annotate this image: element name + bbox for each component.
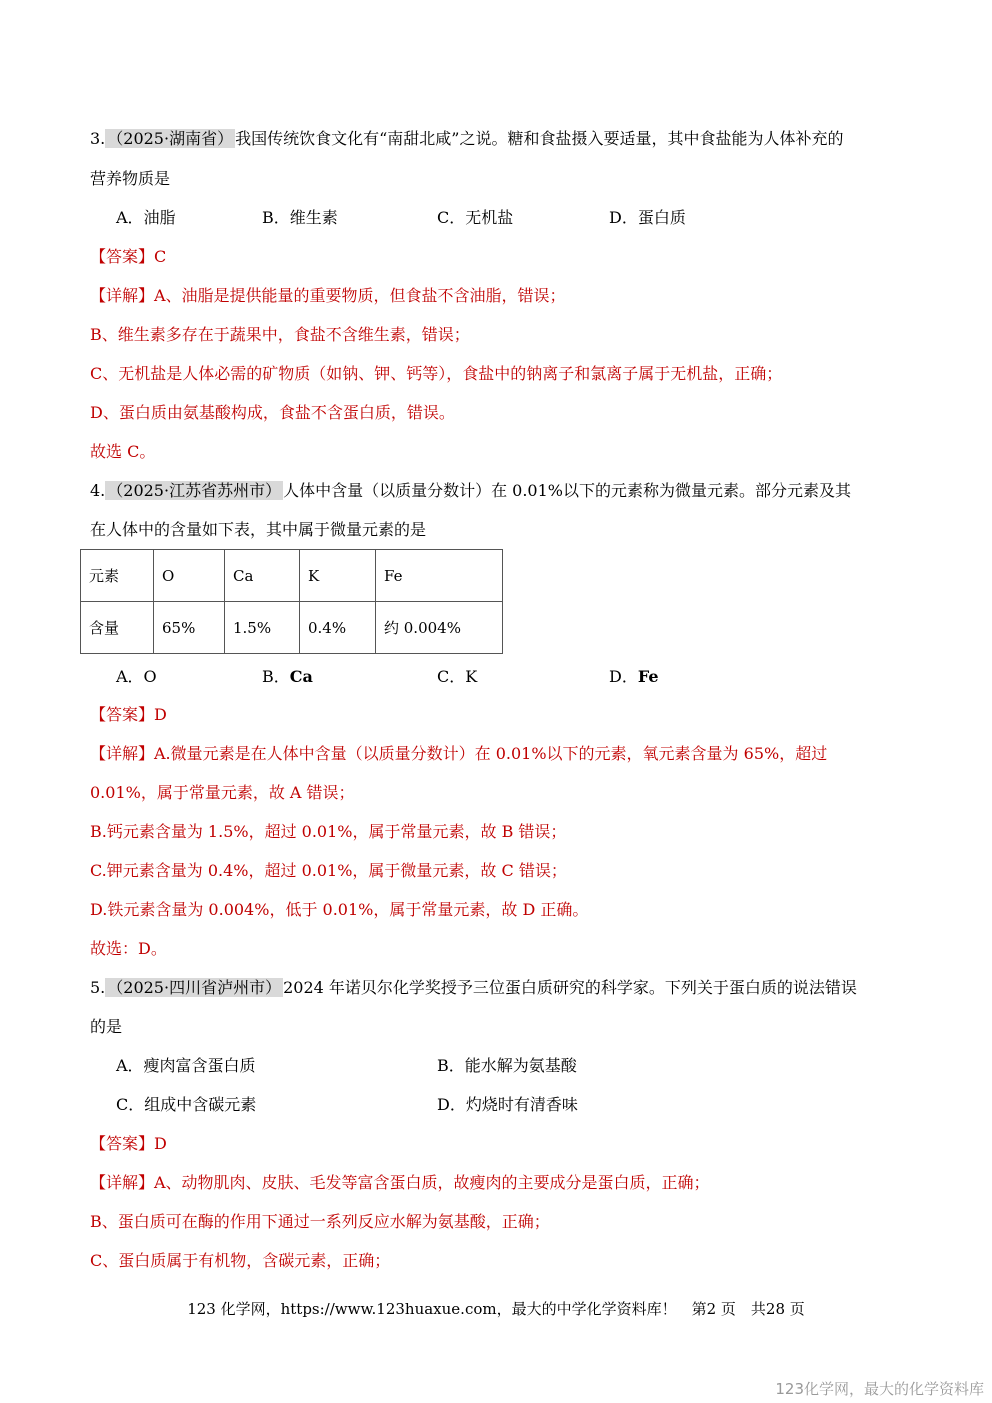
q3-detail-line: D、蛋白质由氨基酸构成，食盐不含蛋白质，错误。 <box>90 403 455 422</box>
table-cell: 约 0.004% <box>376 602 503 654</box>
q4-option-a: A．O <box>116 667 157 686</box>
q3-option-a: A．油脂 <box>116 208 176 227</box>
q4-stem-line1 <box>90 481 851 501</box>
q4-option-b <box>262 667 313 687</box>
q4-source-tag: （2025·江苏省苏州市） <box>107 481 282 500</box>
q4-option-d-letter: D． <box>609 667 638 686</box>
table-cell: 含量 <box>81 602 154 654</box>
page-footer: 123 化学网，https://www.123huaxue.com，最大的中学化学资料库！ 第2 页 共28 页 <box>187 1300 805 1318</box>
q5-detail-line: 【详解】A、动物肌肉、皮肤、毛发等富含蛋白质，故瘦肉的主要成分是蛋白质，正确； <box>90 1173 710 1192</box>
element-content-table <box>80 549 503 654</box>
q4-option-d-value: Fe <box>637 667 659 686</box>
q4-detail-line: C.钾元素含量为 0.4%，超过 0.01%，属于微量元素，故 C 错误； <box>90 861 567 880</box>
table-cell: 元素 <box>81 550 154 602</box>
q4-option-c: C．K <box>437 667 478 686</box>
table-cell: Fe <box>376 550 503 602</box>
q4-detail-line: 0.01%，属于常量元素，故 A 错误； <box>90 783 355 802</box>
q3-answer: 【答案】C <box>90 247 167 266</box>
q4-stem-text1: 人体中含量（以质量分数计）在 0.01%以下的元素称为微量元素。部分元素及其 <box>283 481 851 500</box>
q5-option-a: A．瘦肉富含蛋白质 <box>116 1056 256 1075</box>
table-cell: 0.4% <box>300 602 376 654</box>
q3-detail-line: C、无机盐是人体必需的矿物质（如钠、钾、钙等），食盐中的钠离子和氯离子属于无机盐，正确； <box>90 364 783 383</box>
q4-detail-line: D.铁元素含量为 0.004%，低于 0.01%，属于常量元素，故 D 正确。 <box>90 900 589 919</box>
table-cell: Ca <box>225 550 300 602</box>
table-cell: O <box>154 550 225 602</box>
q4-option-b-value: Ca <box>289 667 313 686</box>
q3-option-b: B．维生素 <box>262 208 338 227</box>
table-row <box>81 550 503 602</box>
q4-option-b-letter: B． <box>262 667 290 686</box>
q3-stem-line1 <box>90 129 843 149</box>
q5-detail-line: C、蛋白质属于有机物，含碳元素，正确； <box>90 1251 391 1270</box>
q4-detail-line: B.钙元素含量为 1.5%，超过 0.01%，属于常量元素，故 B 错误； <box>90 822 567 841</box>
q5-detail-line: B、蛋白质可在酶的作用下通过一系列反应水解为氨基酸，正确； <box>90 1212 550 1231</box>
table-row <box>81 602 503 654</box>
watermark: 123化学网，最大的化学资料库 <box>775 1380 984 1398</box>
q5-answer: 【答案】D <box>90 1134 167 1153</box>
q5-option-b: B．能水解为氨基酸 <box>437 1056 577 1075</box>
q4-option-d <box>609 667 659 687</box>
q5-option-c: C．组成中含碳元素 <box>116 1095 257 1114</box>
table-cell: K <box>300 550 376 602</box>
q3-source-tag: （2025·湖南省） <box>107 129 234 148</box>
q5-source-tag: （2025·四川省泸州市） <box>107 978 282 997</box>
q3-conclusion: 故选 C。 <box>90 442 156 461</box>
table-cell: 65% <box>154 602 225 654</box>
q4-answer: 【答案】D <box>90 705 167 724</box>
q5-option-d: D．灼烧时有清香味 <box>437 1095 578 1114</box>
q4-stem-line2: 在人体中的含量如下表，其中属于微量元素的是 <box>90 520 427 539</box>
q5-stem-line2: 的是 <box>90 1017 123 1036</box>
q4-detail-line: 【详解】A.微量元素是在人体中含量（以质量分数计）在 0.01%以下的元素，氧元素含量为 65%，超过 <box>90 744 828 763</box>
q3-option-d: D．蛋白质 <box>609 208 686 227</box>
q5-number: 5. <box>90 978 106 997</box>
q4-number: 4. <box>90 481 106 500</box>
q4-conclusion: 故选：D。 <box>90 939 167 958</box>
q5-stem-line1 <box>90 978 857 998</box>
q3-detail-line: B、维生素多存在于蔬果中，食盐不含维生素，错误； <box>90 325 470 344</box>
q3-detail-line: 【详解】A、油脂是提供能量的重要物质，但食盐不含油脂，错误； <box>90 286 566 305</box>
q3-number: 3. <box>90 129 106 148</box>
q3-stem-text1: 我国传统饮食文化有“南甜北咸”之说。糖和食盐摄入要适量，其中食盐能为人体补充的 <box>235 129 844 148</box>
q3-stem-line2: 营养物质是 <box>90 169 171 188</box>
q5-stem-text1: 2024 年诺贝尔化学奖授予三位蛋白质研究的科学家。下列关于蛋白质的说法错误 <box>283 978 857 997</box>
table-cell: 1.5% <box>225 602 300 654</box>
q3-option-c: C．无机盐 <box>437 208 514 227</box>
